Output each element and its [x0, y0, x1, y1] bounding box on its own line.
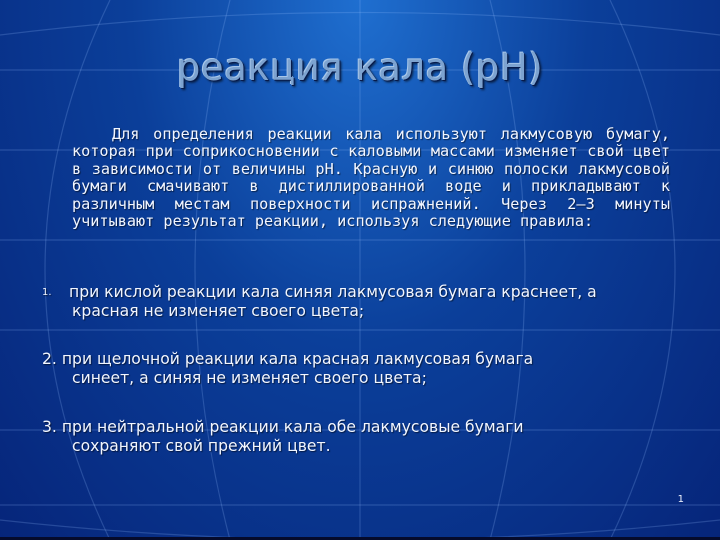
rule-number-2: 2.: [42, 350, 57, 368]
rule-text-3-line-2: сохраняют свой прежний цвет.: [72, 437, 331, 455]
rule-text-3-line-1: при нейтральной реакции кала обе лакмусовые бумаги: [61, 418, 524, 436]
slide-title: реакция кала (рН): [176, 46, 544, 89]
rule-text-2-line-2: синеет, а синяя не изменяет своего цвета;: [72, 369, 427, 387]
rule-number-3: 3.: [42, 418, 57, 436]
rule-text-2-line-1: при щелочной реакции кала красная лакмусовая бумага: [61, 350, 534, 368]
rule-text-1-line-2: красная не изменяет своего цвета;: [72, 302, 365, 320]
rule-item-2: [42, 350, 682, 388]
rule-item-1: [42, 283, 682, 321]
rule-item-3: [42, 418, 682, 456]
slide-number: 1: [677, 494, 684, 505]
rule-text-1-line-1: при кислой реакции кала синяя лакмусовая бумага краснеет, а: [69, 283, 597, 301]
rule-number-1: 1.: [42, 287, 52, 298]
intro-paragraph: Для определения реакции кала используют лакмусовую бумагу, которая при соприкосновении с каловыми массами изменяет свой цвет в зависимости от величины рН. Красную и синюю полоски лакмусовой бумаги смачивают в дистиллированной воде и прикладывают к различным местам поверхности испражнений. Через 2–3 минуты учитывают результат реакции, используя следующие правила:: [72, 125, 670, 231]
